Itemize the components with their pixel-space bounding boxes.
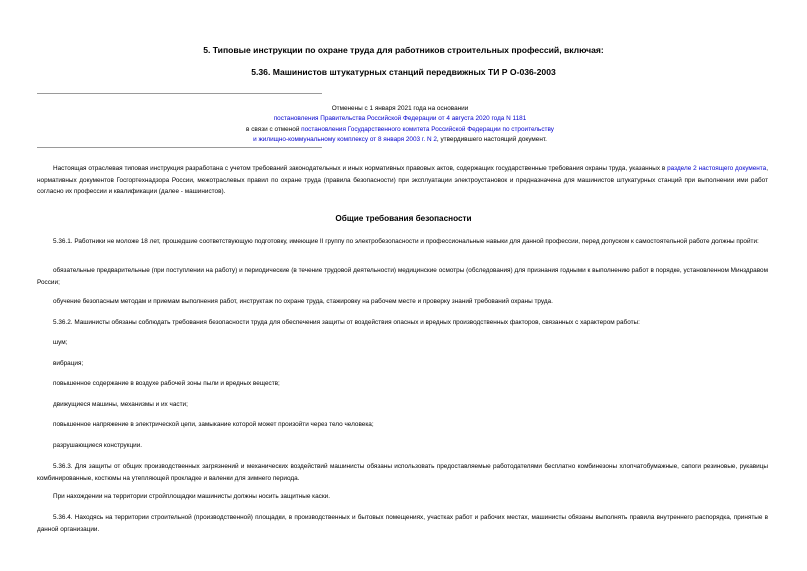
gosstroy-decree-link-b[interactable]: и жилищно-коммунальному комплексу от 8 января 2003 г. N 2 <box>253 136 437 144</box>
intro-text-2: , нормативных документов Госгортехнадзора России, межотраслевых правил по охране труда (правила безопасности) при эксплуатации электроустановок и предназначена для машинистов штукатурных станций при выполнении ими работ согласно их профессии и квалификации (далее - машинистов). <box>37 165 768 195</box>
list-item-voltage: повышенное напряжение в электрической цепи, замыкание которой может произойти через тело человека; <box>53 421 374 428</box>
list-item-structures: разрушающиеся конструкции. <box>53 442 143 449</box>
paragraph-training: обучение безопасным методам и приемам выполнения работ, инструктаж по охране труда, стажировку на рабочем месте и проверку знаний требований охраны труда. <box>53 298 553 305</box>
intro-text-1: Настоящая отраслевая типовая инструкция разработана с учетом требований законодательных и иных нормативных правовых актов, содержащих государственные требования охраны труда, указанных в <box>53 165 668 172</box>
cancel-line-4-suffix: , утвердившего настоящий документ. <box>436 136 547 144</box>
cancel-line-3-prefix: в связи с отменой <box>246 125 302 133</box>
paragraph-5-36-4: 5.36.4. Находясь на территории строительной (производственной) площадки, в производственных и бытовых помещениях, участках работ и рабочих местах, машинисты обязаны выполнять правила внутреннего распорядка, принятые в данной организации. <box>37 514 768 533</box>
top-divider <box>37 93 322 94</box>
list-item-machines: движущиеся машины, механизмы и их части; <box>53 401 188 408</box>
cancellation-note <box>150 104 650 146</box>
government-decree-link[interactable]: постановления Правительства Российской Федерации от 4 августа 2020 года N 1181 <box>273 115 527 123</box>
paragraph-5-36-3: 5.36.3. Для защиты от общих производственных загрязнений и механических воздействий машинисты обязаны использовать предоставляемые работодателями бесплатно комбинезоны хлопчатобумажные, сапоги резиновые, рукавицы комбинированные, костюмы на утепляющей прокладке и валенки для зимнего периода. <box>37 463 768 482</box>
bottom-divider <box>37 147 322 148</box>
list-item-vibration: вибрация; <box>53 360 84 367</box>
list-item-noise: шум; <box>53 339 68 346</box>
gosstroy-decree-link-a[interactable]: постановления Государственного комитета Российской Федерации по строительству <box>301 125 554 133</box>
paragraph-helmets: При нахождении на территории стройплощадки машинисты должны носить защитные каски. <box>53 493 330 500</box>
section-2-link[interactable]: разделе 2 настоящего документа <box>667 165 767 172</box>
paragraph-5-36-2: 5.36.2. Машинисты обязаны соблюдать требования безопасности труда для обеспечения защиты от воздействия опасных и вредных производственных факторов, связанных с характером работы: <box>53 319 640 326</box>
document-subtitle: 5.36. Машинистов штукатурных станций передвижных ТИ Р О-036-2003 <box>251 67 556 77</box>
cancel-line-1: Отменены с 1 января 2021 года на основании <box>331 105 469 112</box>
section-title: Общие требования безопасности <box>335 214 472 223</box>
intro-paragraph <box>37 163 768 198</box>
paragraph-medical: обязательные предварительные (при поступлении на работу) и периодические (в течение трудовой деятельности) медицинские осмотры (обследования) для признания годными к выполнению работ в порядке, установленном Минздравом России; <box>37 267 768 286</box>
document-title: 5. Типовые инструкции по охране труда для работников строительных профессий, включая: <box>203 45 604 55</box>
list-item-dust: повышенное содержание в воздухе рабочей зоны пыли и вредных веществ; <box>53 380 280 387</box>
paragraph-5-36-1: 5.36.1. Работники не моложе 18 лет, прошедшие соответствующую подготовку, имеющие II группу по электробезопасности и профессиональные навыки для данной профессии, перед допуском к самостоятельной работе должны пройти: <box>53 238 759 245</box>
